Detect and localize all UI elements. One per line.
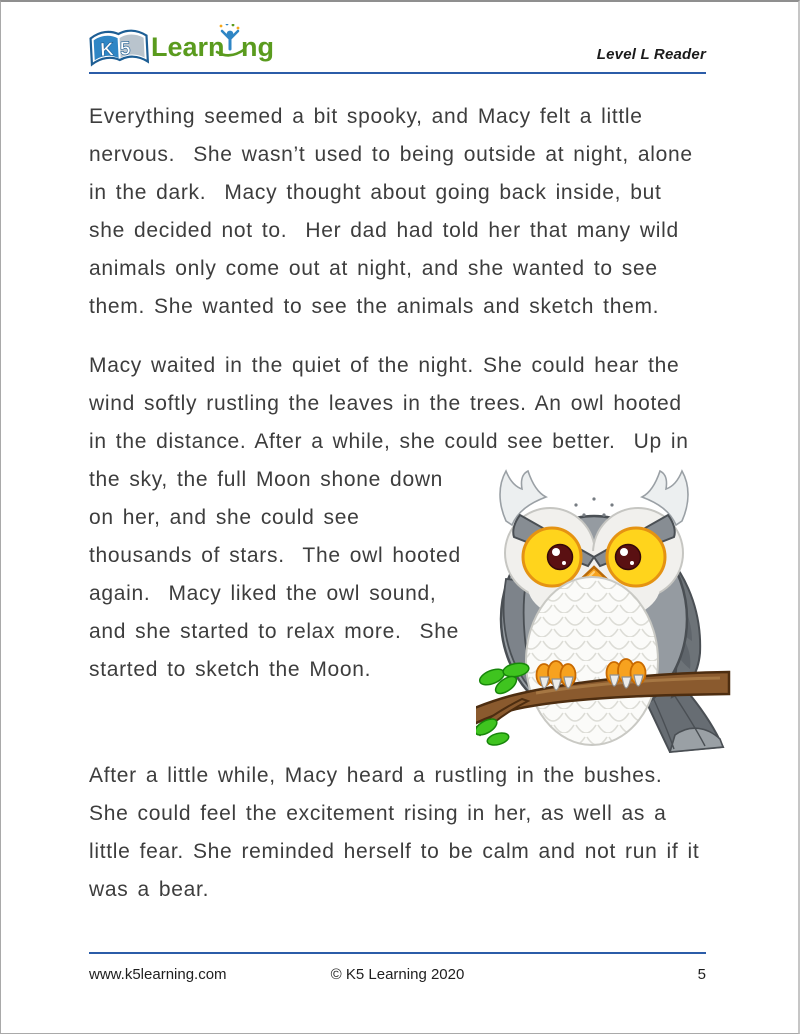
footer-website: www.k5learning.com: [89, 966, 227, 983]
paragraph-text: Everything seemed a bit spooky, and Macy felt a little nervous. She wasn’t used to being outside at night, alone in the dark. Macy thought about going back inside, but she decided not to. Her dad had told her that many wild animals only come out at night, and she wanted to see them. She wanted to see the animals and sketch them.: [89, 105, 702, 318]
owl-illustration: [476, 469, 732, 755]
logo-learn-text: Learn: [151, 32, 225, 62]
footer-page-number: 5: [697, 966, 706, 983]
story-paragraph-1: [89, 98, 706, 326]
level-reader-label: Level L Reader: [596, 46, 706, 63]
paragraph-text: Macy waited in the quiet of the night. She could hear the wind softly rustling the leaves in the trees. An owl hooted in the distance. After a while, she could see: [89, 354, 691, 453]
k5-learning-logo: [89, 24, 275, 68]
page-footer: [89, 952, 706, 983]
paragraph-text: better. Up in the sky, the full Moon shone down on her, and she could see thousands of stars. The owl hooted again. Macy liked the owl sound, and she started to relax more. She started to sketch the Moon.: [89, 430, 698, 681]
page-header: [89, 2, 706, 74]
story-paragraph-3: [89, 757, 709, 909]
footer-copyright: © K5 Learning 2020: [330, 966, 465, 983]
logo-ng-text: ng: [241, 32, 274, 62]
logo-k5-text: K5: [99, 38, 138, 61]
story-paragraph-2: [89, 347, 706, 689]
owl-on-branch-icon: [476, 469, 732, 755]
story-body: [89, 98, 709, 909]
paragraph-text: After a little while, Macy heard a rustling in the bushes. She could feel the excitement rising in her, as well as a little fear. She reminded herself to be calm and not run if it was a bear.: [89, 764, 709, 901]
book-icon: [90, 30, 148, 65]
